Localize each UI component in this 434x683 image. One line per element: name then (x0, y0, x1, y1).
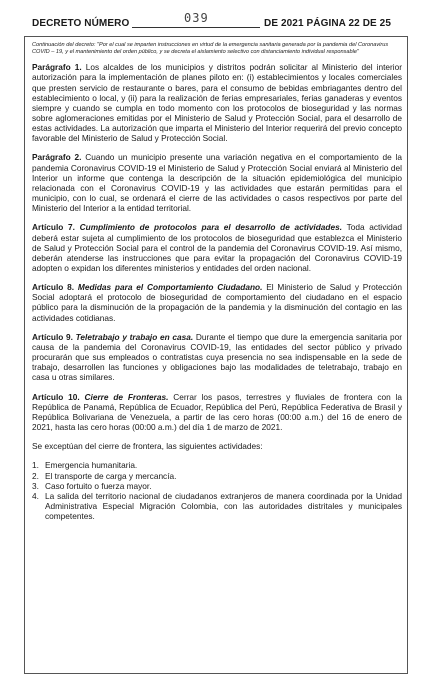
page-info: DE 2021 PÁGINA 22 DE 25 (264, 18, 391, 29)
article-7-title: Cumplimiento de protocolos para el desarrollo de actividades. (79, 222, 343, 233)
article-7 (32, 222, 402, 273)
paragraph-2-body: Cuando un municipio presente una variación negativa en el comportamiento de la pandemia Coronavirus COVID-19 el Ministerio de Salud y Protección Social enviará al Ministerio del Interior un informe que contenga la descripción de la situación epidemiológica del municipio relacionada con el Coronavirus COVID-19 y las actividades que estarán permitidas para el municipio, con lo cual, se ordenará el cierre de las actividades o casos respectivos por parte del Ministerio del Interior a la entidad territorial. (32, 152, 402, 214)
list-item-number: 3. (32, 480, 39, 491)
article-9 (32, 332, 402, 383)
article-7-body: Toda actividad deberá estar sujeta al cumplimiento de los protocolos de bioseguridad que establezca el Ministerio de Salud y Protección Social para el control de la pandemia del Coronavirus COVID-19. Así mismo, deberán atenderse las instrucciones que para evitar la propagación del Coronavirus COVID-19 adopten o expidan los diferentes ministerios y entidades del orden nacional. (32, 222, 402, 273)
list-item (32, 471, 402, 481)
article-8-body: El Ministerio de Salud y Protección Social adoptará el protocolo de bioseguridad de comportamiento del ciudadano en el espacio público para la disminución de la propagación de la pandemia y la disminución del contagio en las actividades cotidianas. (32, 282, 402, 323)
article-10-lead: Artículo 10. (32, 391, 80, 402)
paragraph-1-lead: Parágrafo 1. (32, 62, 82, 73)
document-body (32, 42, 402, 521)
article-9-body: Durante el tiempo que dure la emergencia sanitaria por causa de la pandemia del Coronavirus COVID-19, las entidades del sector público y privado procurarán que sus empleados o contratistas cuya presencia no sea indispensable en la sede de trabajo, desarrollen las funciones y obligaciones bajo las modalidades de teletrabajo, trabajo en casa u otras similares. (32, 331, 402, 383)
continuation-note: Continuación del decreto: "Por el cual se imparten instrucciones en virtud de la emergencia sanitaria generada por la pandemia del Coronavirus COVID – 19, y el mantenimiento del orden público, y se decreta el aislamiento selectivo con distanciamiento individual responsable" (32, 42, 389, 55)
decree-label: DECRETO NÚMERO (32, 18, 130, 29)
list-item-text: El transporte de carga y mercancía. (45, 470, 177, 481)
list-item-number: 4. (32, 490, 39, 501)
article-9-title: Teletrabajo y trabajo en casa. (75, 331, 194, 342)
list-item-text: La salida del territorio nacional de ciudadanos extranjeros de manera coordinada por la Unidad Administrativa Especial Migración Colombia, con las autoridades distritales y municipales competentes. (45, 490, 402, 522)
article-8 (32, 282, 402, 323)
article-10-body: Cerrar los pasos, terrestres y fluviales de frontera con la República de Panamá, República de Ecuador, República del Perú, República Federativa de Brasil y República Bolivariana de Venezuela, a partir de las cero horas (00:00 a.m.) del 16 de enero de 2021, hasta las cero horas (00:00 a.m.) del día 1 de marzo de 2021. (32, 391, 402, 433)
decree-number: 039 (184, 11, 209, 25)
article-9-lead: Artículo 9. (32, 331, 73, 342)
paragraph-1-body: Los alcaldes de los municipios y distritos podrán solicitar al Ministerio del interior autorización para la implementación de planes piloto en: (i) establecimientos y locales comerciales que presten servicio de restaurante o bares, para el consumo de bebidas embriagantes dentro del establecimiento o local, y (ii) para la realización de ferias empresariales, ferias ganaderas y eventos siempre y cuando se cumpla en todo momento con los protocolos de bioseguridad y las normas sobre aglomeraciones emitidas por el Ministerio de Salud y Protección Social, para el desarrollo de estas actividades. La autorización que imparta el Ministerio del Interior requerirá del previo concepto favorable del Ministerio de Salud y Protección Social. (32, 62, 402, 144)
exceptions-intro: Se exceptúan del cierre de frontera, las siguientes actividades: (32, 441, 263, 452)
list-item-text: Caso fortuito o fuerza mayor. (45, 480, 152, 491)
list-item (32, 491, 402, 521)
list-item-number: 1. (32, 460, 39, 471)
paragraph-2-lead: Parágrafo 2. (32, 152, 82, 163)
list-item-text: Emergencia humanitaria. (45, 460, 138, 471)
list-item-number: 2. (32, 470, 39, 481)
article-10-title: Cierre de Fronteras. (84, 391, 169, 402)
article-8-title: Medidas para el Comportamiento Ciudadano. (77, 282, 263, 293)
article-10 (32, 392, 402, 433)
page-header (32, 12, 407, 32)
paragraph-1 (32, 62, 402, 143)
list-item (32, 460, 402, 470)
article-8-lead: Artículo 8. (32, 282, 75, 293)
article-7-lead: Artículo 7. (32, 222, 75, 233)
exceptions-list (32, 460, 402, 521)
paragraph-2 (32, 152, 402, 213)
list-item (32, 481, 402, 491)
